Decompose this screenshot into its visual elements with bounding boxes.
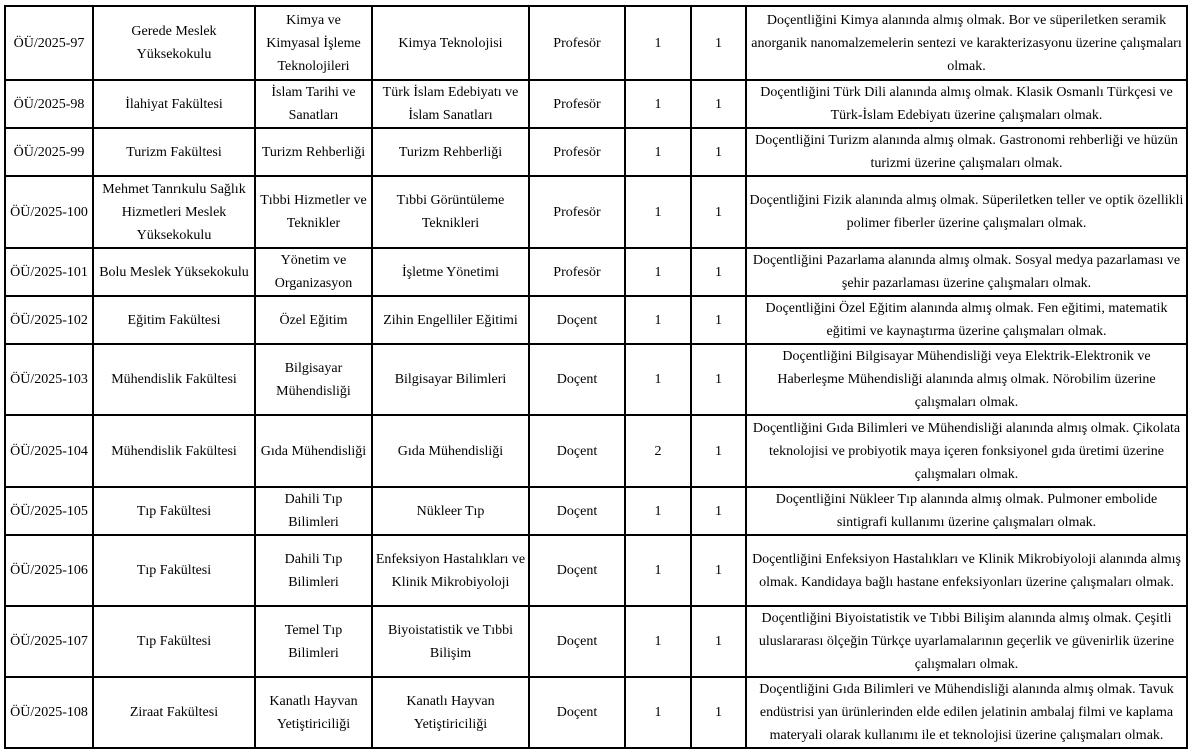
position-table-body bbox=[5, 6, 1187, 748]
position-code: ÖÜ/2025-108 bbox=[5, 677, 93, 748]
table-row bbox=[5, 535, 1187, 606]
academic-unit: Mehmet Tanrıkulu Sağlık Hizmetleri Meslek Yüksekokulu bbox=[93, 176, 255, 248]
requirement: Doçentliğini Gıda Bilimleri ve Mühendisliği alanında almış olmak. Tavuk endüstrisi yan ürünlerinden elde edilen jelatinin ambalaj filmi ve kaplama materyali olarak kullanımı ile et teknolojisi üzerine çalışmaları olmak. bbox=[746, 677, 1187, 748]
program: Turizm Rehberliği bbox=[372, 128, 529, 176]
position-count: 1 bbox=[625, 6, 691, 80]
program: İşletme Yönetimi bbox=[372, 248, 529, 296]
academic-unit: İlahiyat Fakültesi bbox=[93, 80, 255, 128]
academic-unit: Ziraat Fakültesi bbox=[93, 677, 255, 748]
requirement: Doçentliğini Özel Eğitim alanında almış olmak. Fen eğitimi, matematik eğitimi ve kaynaştırma üzerine çalışmaları olmak. bbox=[746, 296, 1187, 344]
academic-title: Profesör bbox=[529, 6, 625, 80]
position-count: 1 bbox=[625, 344, 691, 415]
requirement: Doçentliğini Türk Dili alanında almış olmak. Klasik Osmanlı Türkçesi ve Türk-İslam Edebiyatı üzerine çalışmaları olmak. bbox=[746, 80, 1187, 128]
position-count: 1 bbox=[625, 176, 691, 248]
degree: 1 bbox=[691, 677, 746, 748]
requirement: Doçentliğini Kimya alanında almış olmak. Bor ve süperiletken seramik anorganik nanomalzemelerin sentezi ve karakterizasyonu üzerine çalışmaları olmak. bbox=[746, 6, 1187, 80]
degree: 1 bbox=[691, 248, 746, 296]
position-code: ÖÜ/2025-99 bbox=[5, 128, 93, 176]
position-count: 1 bbox=[625, 296, 691, 344]
degree: 1 bbox=[691, 6, 746, 80]
table-row bbox=[5, 415, 1187, 487]
position-code: ÖÜ/2025-103 bbox=[5, 344, 93, 415]
table-row bbox=[5, 176, 1187, 248]
academic-title: Profesör bbox=[529, 128, 625, 176]
position-count: 1 bbox=[625, 535, 691, 606]
table-row bbox=[5, 344, 1187, 415]
program: Tıbbi Görüntüleme Teknikleri bbox=[372, 176, 529, 248]
degree: 1 bbox=[691, 176, 746, 248]
degree: 1 bbox=[691, 80, 746, 128]
position-count: 1 bbox=[625, 80, 691, 128]
program: Nükleer Tıp bbox=[372, 487, 529, 535]
position-code: ÖÜ/2025-101 bbox=[5, 248, 93, 296]
degree: 1 bbox=[691, 415, 746, 487]
department: Dahili Tıp Bilimleri bbox=[255, 535, 372, 606]
academic-title: Doçent bbox=[529, 535, 625, 606]
program: Zihin Engelliler Eğitimi bbox=[372, 296, 529, 344]
table-row bbox=[5, 128, 1187, 176]
table-row bbox=[5, 80, 1187, 128]
position-code: ÖÜ/2025-105 bbox=[5, 487, 93, 535]
academic-title: Profesör bbox=[529, 248, 625, 296]
position-code: ÖÜ/2025-104 bbox=[5, 415, 93, 487]
program: Enfeksiyon Hastalıkları ve Klinik Mikrobiyoloji bbox=[372, 535, 529, 606]
position-count: 2 bbox=[625, 415, 691, 487]
position-count: 1 bbox=[625, 677, 691, 748]
degree: 1 bbox=[691, 344, 746, 415]
department: Bilgisayar Mühendisliği bbox=[255, 344, 372, 415]
position-count: 1 bbox=[625, 128, 691, 176]
academic-unit: Tıp Fakültesi bbox=[93, 487, 255, 535]
academic-unit: Gerede Meslek Yüksekokulu bbox=[93, 6, 255, 80]
degree: 1 bbox=[691, 128, 746, 176]
requirement: Doçentliğini Nükleer Tıp alanında almış olmak. Pulmoner embolide sintigrafi kullanımı üzerine çalışmaları olmak. bbox=[746, 487, 1187, 535]
degree: 1 bbox=[691, 606, 746, 677]
department: Temel Tıp Bilimleri bbox=[255, 606, 372, 677]
academic-unit: Bolu Meslek Yüksekokulu bbox=[93, 248, 255, 296]
academic-unit: Turizm Fakültesi bbox=[93, 128, 255, 176]
academic-title: Doçent bbox=[529, 606, 625, 677]
position-code: ÖÜ/2025-100 bbox=[5, 176, 93, 248]
academic-title: Profesör bbox=[529, 80, 625, 128]
academic-title: Profesör bbox=[529, 176, 625, 248]
table-row bbox=[5, 6, 1187, 80]
department: Dahili Tıp Bilimleri bbox=[255, 487, 372, 535]
position-code: ÖÜ/2025-98 bbox=[5, 80, 93, 128]
academic-title: Doçent bbox=[529, 677, 625, 748]
requirement: Doçentliğini Pazarlama alanında almış olmak. Sosyal medya pazarlaması ve şehir pazarlaması üzerine çalışmaları olmak. bbox=[746, 248, 1187, 296]
department: Kimya ve Kimyasal İşleme Teknolojileri bbox=[255, 6, 372, 80]
department: İslam Tarihi ve Sanatları bbox=[255, 80, 372, 128]
position-code: ÖÜ/2025-97 bbox=[5, 6, 93, 80]
requirement: Doçentliğini Fizik alanında almış olmak. Süperiletken teller ve optik özellikli polimer fiberler üzerine çalışmaları olmak. bbox=[746, 176, 1187, 248]
requirement: Doçentliğini Enfeksiyon Hastalıkları ve Klinik Mikrobiyoloji alanında almış olmak. Kandidaya bağlı hastane enfeksiyonları üzerine çalışmaları olmak. bbox=[746, 535, 1187, 606]
academic-unit: Mühendislik Fakültesi bbox=[93, 344, 255, 415]
requirement: Doçentliğini Turizm alanında almış olmak. Gastronomi rehberliği ve hüzün turizmi üzerine çalışmaları olmak. bbox=[746, 128, 1187, 176]
department: Tıbbi Hizmetler ve Teknikler bbox=[255, 176, 372, 248]
academic-title: Doçent bbox=[529, 487, 625, 535]
requirement: Doçentliğini Biyoistatistik ve Tıbbi Bilişim alanında almış olmak. Çeşitli uluslararası ölçeğin Türkçe uyarlamalarının geçerlik ve güvenirlik üzerine çalışmaları olmak. bbox=[746, 606, 1187, 677]
position-code: ÖÜ/2025-102 bbox=[5, 296, 93, 344]
academic-title: Doçent bbox=[529, 415, 625, 487]
program: Bilgisayar Bilimleri bbox=[372, 344, 529, 415]
program: Kimya Teknolojisi bbox=[372, 6, 529, 80]
program: Biyoistatistik ve Tıbbi Bilişim bbox=[372, 606, 529, 677]
position-code: ÖÜ/2025-106 bbox=[5, 535, 93, 606]
table-row bbox=[5, 248, 1187, 296]
requirement: Doçentliğini Bilgisayar Mühendisliği veya Elektrik-Elektronik ve Haberleşme Mühendisliği alanında almış olmak. Nörobilim üzerine çalışmaları olmak. bbox=[746, 344, 1187, 415]
academic-unit: Tıp Fakültesi bbox=[93, 606, 255, 677]
program: Gıda Mühendisliği bbox=[372, 415, 529, 487]
department: Özel Eğitim bbox=[255, 296, 372, 344]
department: Gıda Mühendisliği bbox=[255, 415, 372, 487]
academic-unit: Tıp Fakültesi bbox=[93, 535, 255, 606]
academic-title: Doçent bbox=[529, 296, 625, 344]
program: Kanatlı Hayvan Yetiştiriciliği bbox=[372, 677, 529, 748]
degree: 1 bbox=[691, 296, 746, 344]
table-row bbox=[5, 487, 1187, 535]
table-row bbox=[5, 677, 1187, 748]
department: Kanatlı Hayvan Yetiştiriciliği bbox=[255, 677, 372, 748]
position-code: ÖÜ/2025-107 bbox=[5, 606, 93, 677]
position-count: 1 bbox=[625, 487, 691, 535]
table-row bbox=[5, 606, 1187, 677]
position-table bbox=[4, 5, 1188, 749]
department: Yönetim ve Organizasyon bbox=[255, 248, 372, 296]
position-count: 1 bbox=[625, 248, 691, 296]
academic-unit: Mühendislik Fakültesi bbox=[93, 415, 255, 487]
degree: 1 bbox=[691, 535, 746, 606]
program: Türk İslam Edebiyatı ve İslam Sanatları bbox=[372, 80, 529, 128]
academic-title: Doçent bbox=[529, 344, 625, 415]
position-count: 1 bbox=[625, 606, 691, 677]
academic-unit: Eğitim Fakültesi bbox=[93, 296, 255, 344]
department: Turizm Rehberliği bbox=[255, 128, 372, 176]
degree: 1 bbox=[691, 487, 746, 535]
requirement: Doçentliğini Gıda Bilimleri ve Mühendisliği alanında almış olmak. Çikolata teknolojisi ve probiyotik maya içeren fonksiyonel gıda üretimi üzerine çalışmaları olmak. bbox=[746, 415, 1187, 487]
table-row bbox=[5, 296, 1187, 344]
